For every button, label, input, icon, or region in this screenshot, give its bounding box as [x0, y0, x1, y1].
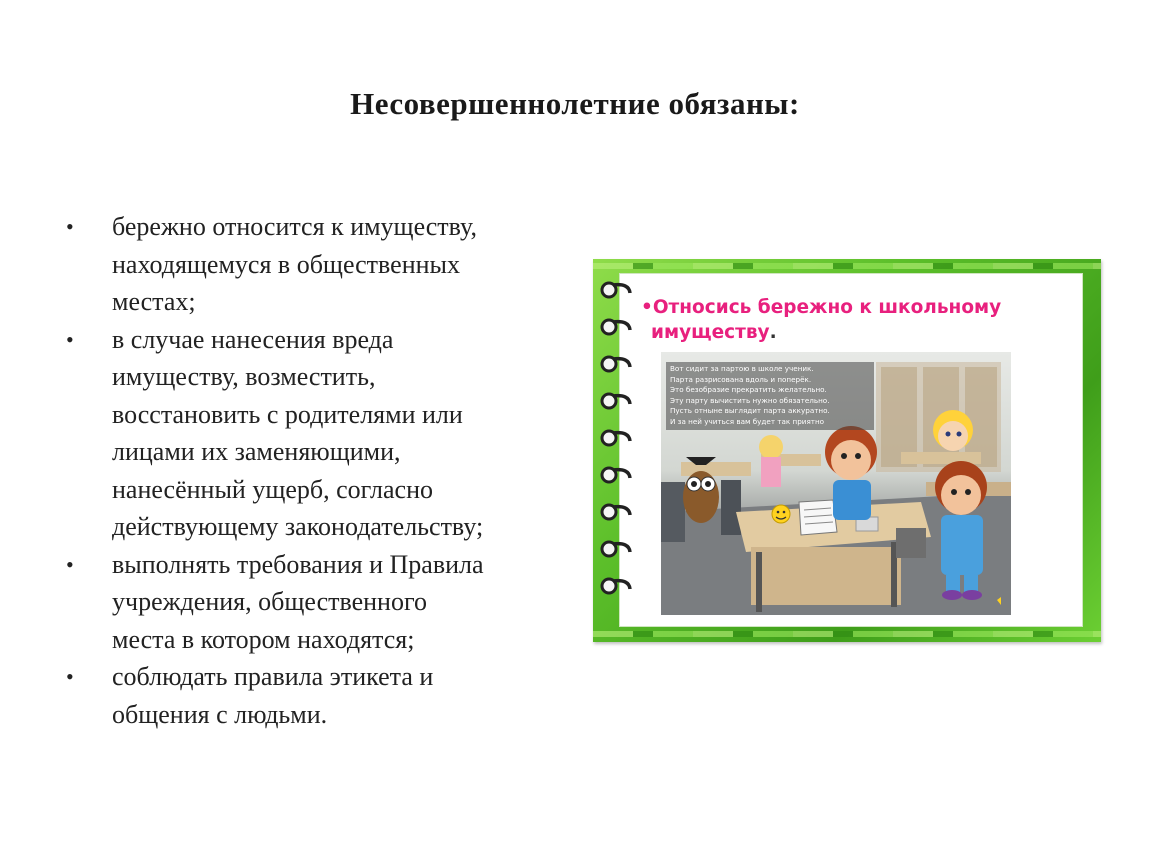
- caption-line: Пусть отныне выглядит парта аккуратно.: [670, 406, 830, 416]
- ring-icon: [599, 464, 633, 486]
- slide-title: Несовершеннолетние обязаны:: [350, 86, 800, 121]
- duty-item-property: [62, 208, 562, 321]
- ring-icon: [599, 316, 633, 338]
- heading-bullet: •: [641, 297, 653, 318]
- caption-line: Это безобразие прекратить желательно.: [670, 385, 827, 395]
- duty-line: общения с людьми.: [112, 699, 328, 729]
- ring-icon: [599, 390, 633, 412]
- classroom-scene-image: [661, 352, 1011, 615]
- caption-line: Вот сидит за партою в школе ученик.: [670, 364, 814, 373]
- ring-icon: [599, 353, 633, 375]
- duty-item-etiquette: [62, 658, 562, 733]
- ring-icon: [599, 279, 633, 301]
- heading-line-1: Относись бережно к школьному: [652, 297, 1002, 318]
- caption-line: Эту парту вычистить нужно обязательно.: [670, 395, 830, 405]
- duty-line: выполнять требования и Правила: [112, 549, 484, 579]
- caption-line: И за ней учиться вам будет так приятно: [670, 416, 825, 426]
- ring-icon: [599, 575, 633, 597]
- poem-caption: [666, 362, 874, 430]
- duty-line: соблюдать правила этикета и: [112, 662, 434, 691]
- duty-line: нанесённый ущерб, согласно: [112, 474, 433, 504]
- duty-line: местах;: [112, 287, 196, 316]
- duty-line: бережно относится к имуществу,: [112, 212, 477, 241]
- frame-stripe-top: [593, 263, 1101, 269]
- duty-line: в случае нанесения вреда: [112, 324, 394, 354]
- duty-item-rules: [62, 546, 562, 659]
- bullet-marker: •: [66, 214, 74, 239]
- duty-line: имуществу, возместить,: [112, 362, 376, 391]
- ring-icon: [599, 501, 633, 523]
- heading-period: .: [769, 322, 777, 343]
- caption-line: Парта разрисована вдоль и поперёк.: [670, 374, 812, 384]
- duties-list: [62, 208, 562, 733]
- ring-icon: [599, 427, 633, 449]
- spiral-rings: [599, 277, 635, 617]
- frame-stripe-bottom: [593, 631, 1101, 637]
- duty-line: лицами их заменяющими,: [112, 437, 401, 466]
- heading-line-2: имуществу: [651, 322, 770, 343]
- duty-item-damage: [62, 321, 562, 546]
- duty-line: восстановить с родителями или: [112, 399, 463, 429]
- duty-line: находящемуся в общественных: [112, 249, 460, 279]
- duty-line: действующему законодательству;: [112, 512, 484, 541]
- illustration-heading: [641, 295, 1061, 345]
- bullet-marker: •: [66, 326, 74, 352]
- duty-line: учреждения, общественного: [112, 587, 427, 616]
- bullet-marker: •: [66, 664, 74, 689]
- ring-icon: [599, 538, 633, 560]
- bullet-marker: •: [66, 551, 74, 577]
- duty-line: места в котором находятся;: [112, 624, 415, 654]
